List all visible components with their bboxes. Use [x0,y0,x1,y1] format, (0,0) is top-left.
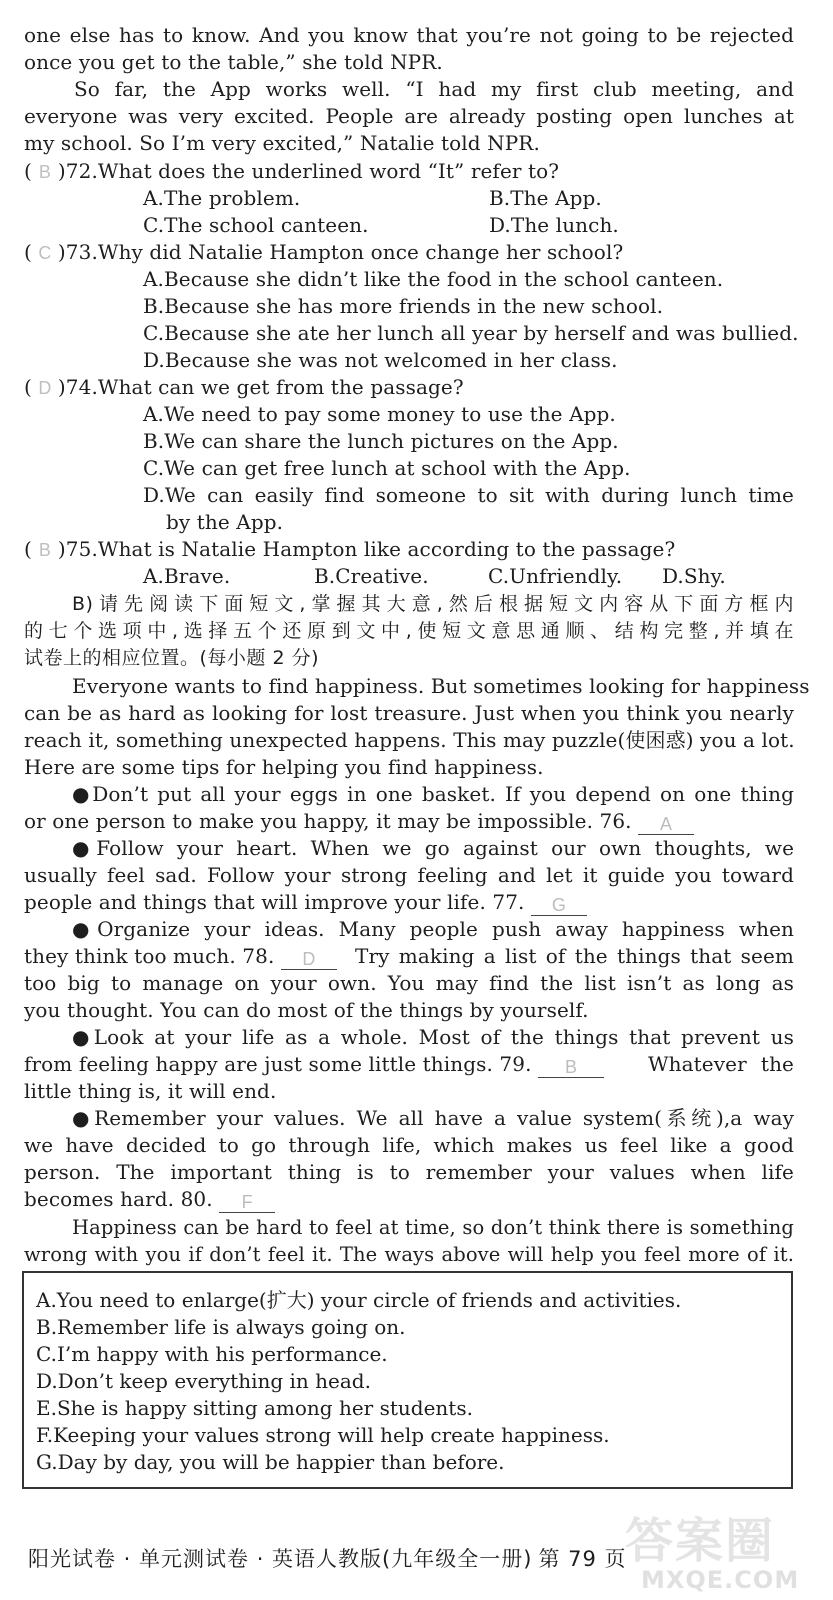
option-line: D.The lunch. [489,213,619,237]
tip-line: ●Follow your heart. When we go against our own thoughts, we [72,836,794,860]
box-option-a: A.You need to enlarge(扩大) your circle of friends and activities. [36,1288,682,1312]
question-73: ( C )73.Why did Natalie Hampton once change her school? [24,239,623,267]
blank-77: G [531,895,587,916]
passage-line: So far, the App works well. “I had my first club meeting, and [74,77,794,101]
question-stem: )75.What is Natalie Hampton like according to the passage? [57,537,676,561]
question-72: ( B )72.What does the underlined word “It” refer to? [24,158,559,186]
passage-line: one else has to know. And you know that you’re not going to be rejected [24,23,794,47]
passage-line: Happiness can be hard to feel at time, so don’t think there is something [72,1216,794,1239]
footer-title: 阳光试卷 · 单元测试卷 · 英语人教版(九年级全一册) [28,1547,533,1571]
tip-line [24,808,694,835]
option-line: A.Brave. [143,564,231,588]
tip-line [24,1186,275,1213]
page-number: 第 79 页 [538,1547,627,1571]
box-option-b: B.Remember life is always going on. [36,1315,406,1339]
option-line: A.We need to pay some money to use the App. [143,402,616,426]
tip-line: you thought. You can do most of the things by yourself. [24,998,589,1022]
question-74: ( D )74.What can we get from the passage? [24,374,464,402]
option-box [22,1271,793,1489]
watermark-url: MXQE.COM [641,1566,800,1594]
watermark-text: 答案圈 [625,1513,776,1569]
tip-text: people and things that will improve your life. 77. [24,890,525,914]
passage-line: Here are some tips for helping you find happiness. [24,755,544,779]
passage-line: my school. So I’m very excited,” Natalie told NPR. [24,131,540,155]
section-instructions: B)请先阅读下面短文,掌握其大意,然后根据短文内容从下面方框内 [72,593,794,615]
option-line: by the App. [166,510,284,534]
question-stem: )73.Why did Natalie Hampton once change her school? [57,240,624,264]
option-line: C.The school canteen. [143,213,369,237]
tip-text: or one person to make you happy, it may be impossible. 76. [24,809,632,833]
tip-line: person. The important thing is to remember your values when life [24,1160,794,1184]
tip-line: we have decided to go through life, which makes us feel like a good [24,1133,794,1157]
box-option-g: G.Day by day, you will be happier than before. [36,1450,505,1474]
tip-text: from feeling happy are just some little things. 79. [24,1052,532,1076]
option-line: C.Unfriendly. [488,564,623,588]
tip-line: Whatever the [648,1052,794,1076]
question-stem: )74.What can we get from the passage? [57,375,464,399]
answer-75: B [38,540,51,560]
tip-line: usually feel sad. Follow your strong feeling and let it guide you toward [24,863,794,887]
tip-line: ●Organize your ideas. Many people push away happiness when [72,917,794,941]
tip-text: they think too much. 78. [24,944,275,968]
blank-80: F [219,1192,275,1213]
box-option-d: D.Don’t keep everything in head. [36,1369,371,1393]
tip-text: becomes hard. 80. [24,1187,213,1211]
tip-line: Try making a list of the things that seem [355,944,794,968]
option-line: A.Because she didn’t like the food in the school canteen. [143,267,724,291]
tip-line [24,1051,604,1078]
blank-76: A [638,814,694,835]
box-option-c: C.I’m happy with his performance. [36,1342,388,1366]
answer-74: D [38,378,52,398]
option-line: D.We can easily find someone to sit with during lunch time [143,483,794,507]
answer-73: C [38,243,52,263]
section-instructions: 试卷上的相应位置。(每小题 2 分) [24,647,319,669]
option-line: B.Creative. [314,564,429,588]
question-75: ( B )75.What is Natalie Hampton like according to the passage? [24,536,675,564]
passage-line: everyone was very excited. People are already posting open lunches at [24,104,794,128]
passage-line: once you get to the table,” she told NPR. [24,50,443,74]
option-line: B.We can share the lunch pictures on the App. [143,429,619,453]
tip-line: ●Remember your values. We all have a value system(系统),a way [72,1106,794,1130]
blank-78: D [281,949,337,970]
option-line: C.We can get free lunch at school with the App. [143,456,631,480]
passage-line: wrong with you if don’t feel it. The ways above will help you feel more of it. [24,1243,794,1266]
box-option-f: F.Keeping your values strong will help create happiness. [36,1423,610,1447]
tip-line [24,943,337,970]
section-instructions: 的七个选项中,选择五个还原到文中,使短文意思通顺、结构完整,并填在 [24,620,794,642]
box-option-e: E.She is happy sitting among her students. [36,1396,473,1420]
tip-line [24,889,587,916]
tip-line: ●Don’t put all your eggs in one basket. If you depend on one thing [72,782,794,806]
tip-line: little thing is, it will end. [24,1079,277,1103]
blank-79: B [538,1057,604,1078]
answer-72: B [38,162,51,182]
passage-line: Everyone wants to find happiness. But sometimes looking for happiness [72,674,810,698]
passage-line: can be as hard as looking for lost treasure. Just when you think you nearly [24,701,794,725]
question-stem: )72.What does the underlined word “It” refer to? [57,159,560,183]
option-line: B.Because she has more friends in the new school. [143,294,664,318]
tip-line: too big to manage on your own. You may find the list isn’t as long as [24,971,794,995]
option-line: B.The App. [489,186,602,210]
option-line: C.Because she ate her lunch all year by herself and was bullied. [143,321,799,345]
watermark-logo [619,1500,809,1598]
tip-line: ●Look at your life as a whole. Most of the things that prevent us [72,1025,794,1049]
option-line: D.Because she was not welcomed in her class. [143,348,618,372]
passage-line: reach it, something unexpected happens. This may puzzle(使困惑) you a lot. [24,728,795,752]
page-footer [28,1543,627,1573]
option-line: A.The problem. [143,186,301,210]
option-line: D.Shy. [662,564,726,588]
